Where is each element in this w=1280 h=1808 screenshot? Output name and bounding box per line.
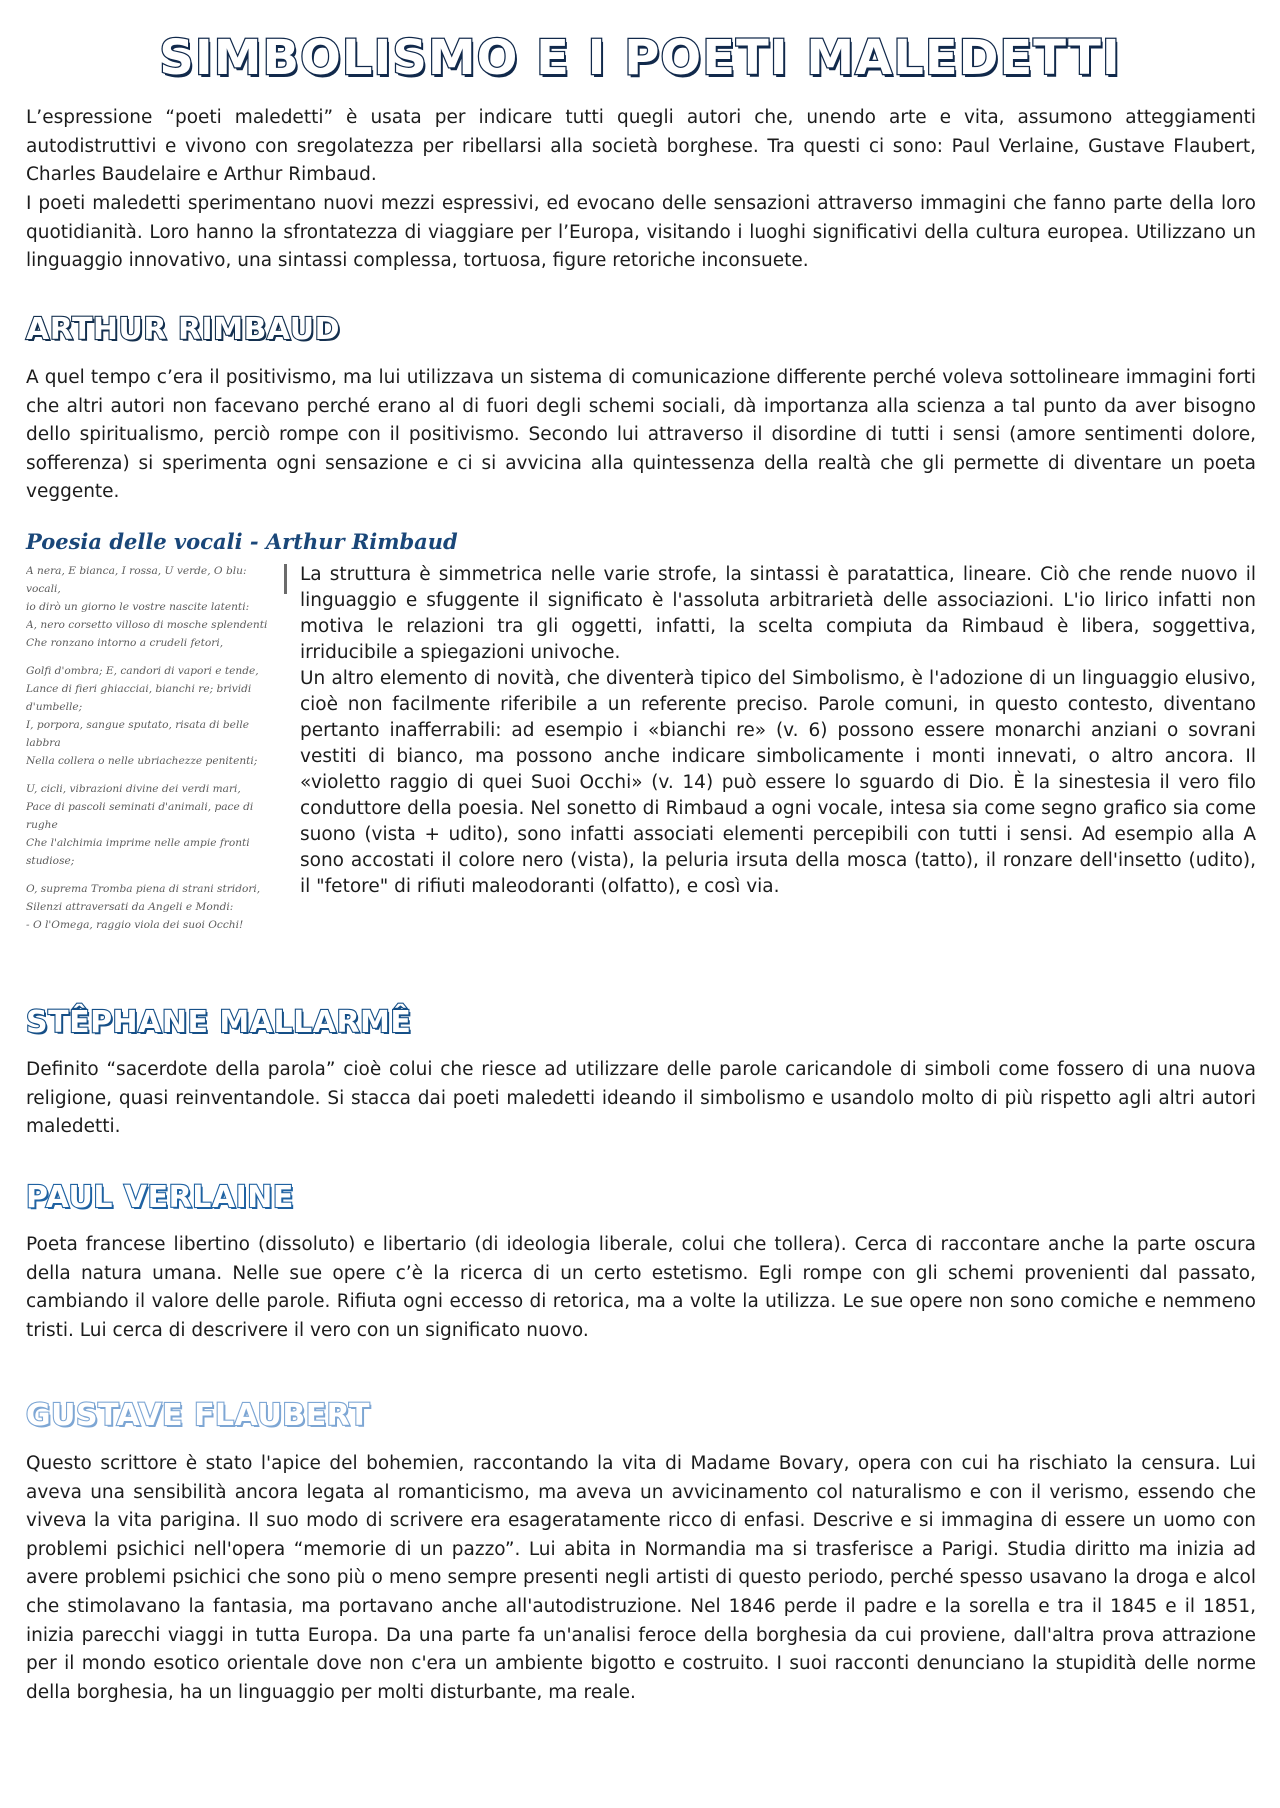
flaubert-paragraph: Questo scrittore è stato l'apice del bohemien, raccontando la vita di Madame Bovary, opera con cui ha rischiato la censura. Lui aveva una sensibilità ancora legata al romanticismo, ma aveva un avvicinamento col naturalismo e con il verismo, essendo che viveva la vita parigina. Il suo modo di scrivere era esageratamente ricco di enfasi. Descrive e si immagina di essere un uomo con problemi psichici nell'opera “memorie di un pazzo”. Lui abita in Normandia ma si trasferisce a Parigi. Studia diritto ma inizia ad avere problemi psichici che sono più o meno sempre presenti negli artisti di questo periodo, perché spesso usavano la droga e alcol che stimolavano la fantasia, ma portavano anche all'autodistruzione. Nel 1846 perde il padre e la sorella e tra il 1845 e il 1851, inizia parecchi viaggi in tutta Europa. Da una parte fa un'analisi feroce della borghesia da cui proviene, dall'altra prova attrazione per il mondo esotico orientale dove non c'era un ambiente bigotto e costruito. I suoi racconti denunciano la stupidità delle norme della borghesia, ha un linguaggio per molti disturbante, ma reale. bbox=[26, 1453, 1256, 1703]
heading-arthur-rimbaud: ARTHUR RIMBAUD bbox=[26, 312, 340, 347]
poem-line: Nella collera o nelle ubriachezze penitenti; bbox=[26, 755, 258, 767]
poem-line: studiose; bbox=[26, 855, 75, 867]
poem-line: d'umbelle; bbox=[26, 701, 83, 713]
poem-line: labbra bbox=[26, 737, 61, 749]
poem-text-image bbox=[26, 562, 274, 954]
poem-line: Che l'alchimia imprime nelle ampie fronti bbox=[26, 837, 250, 849]
intro-paragraph-2: I poeti maledetti sperimentano nuovi mezzi espressivi, ed evocano delle sensazioni attraverso immagini che fanno parte della loro quotidianità. Loro hanno la sfrontatezza di viaggiare per l’Europa, visitando i luoghi significativi della cultura europea. Utilizzano un linguaggio innovativo, una sintassi complessa, tortuosa, figure retoriche inconsuete. bbox=[26, 193, 1256, 272]
rimbaud-paragraph: A quel tempo c’era il positivismo, ma lui utilizzava un sistema di comunicazione differente perché voleva sottolineare immagini forti che altri autori non facevano perché erano al di fuori degli schemi sociali, dà importanza alla scienza a tal punto da aver bisogno dello spiritualismo, perciò rompe con il positivismo. Secondo lui attraverso il disordine di tutti i sensi (amore sentimenti dolore, sofferenza) si sperimenta ogni sensazione e ci si avvicina alla quintessenza della realtà che gli permette di diventare un poeta veggente. bbox=[26, 367, 1256, 503]
poem-line: Che ronzano intorno a crudeli fetori, bbox=[26, 637, 224, 649]
poem-line: rughe bbox=[26, 819, 58, 831]
mallarme-paragraph: Definito “sacerdote della parola” cioè colui che riesce ad utilizzare delle parole caricandole di simboli come fossero di una nuova religione, quasi reinventandole. Si stacca dai poeti maledetti ideando il simbolismo e usandolo molto di più rispetto agli altri autori maledetti. bbox=[26, 1059, 1256, 1138]
poem-line: U, cicli, vibrazioni divine dei verdi mari, bbox=[26, 783, 241, 795]
poem-analysis-paragraph-2: Un altro elemento di novità, che diventerà tipico del Simbolismo, è l'adozione di un linguaggio elusivo, cioè non facilmente riferibile a un referente preciso. Parole comuni, in questo contesto, diventano pertanto inafferrabili: ad esempio i «bianchi re» (v. 6) possono essere monarchi anziani o sovrani vestiti di bianco, ma possono anche indicare simbolicamente i monti innevati, o altro ancora. Il «violetto raggio di quei Suoi Occhi» (v. 14) può essere lo sguardo di Dio. È la sinestesia il vero filo conduttore della poesia. Nel sonetto di Rimbaud a ogni vocale, intesa sia come segno grafico sia come suono (vista + udito), sono infatti associati elementi percepibili con tutti i sensi. Ad esempio alla A sono accostati il colore nero (vista), la peluria irsuta della mosca (tatto), il ronzare dell'insetto (udito), il "fetore" di rifiuti maleodoranti (olfatto), e così via. bbox=[300, 668, 1256, 897]
page-title: SIMBOLISMO E I POETI MALEDETTI bbox=[159, 30, 1121, 86]
poem-line: io dirò un giorno le vostre nascite latenti: bbox=[26, 601, 250, 613]
poem-line: Pace di pascoli seminati d'animali, pace di bbox=[26, 801, 254, 813]
intro-paragraph-1: L’espressione “poeti maledetti” è usata per indicare tutti quegli autori che, unendo arte e vita, assumono atteggiamenti autodistruttivi e vivono con sregolatezza per ribellarsi alla società borghese. Tra questi ci sono: Paul Verlaine, Gustave Flaubert, Charles Baudelaire e Arthur Rimbaud. bbox=[26, 107, 1256, 186]
poem-line: A, nero corsetto villoso di mosche splendenti bbox=[26, 619, 268, 631]
poem-title: Poesia delle vocali - Arthur Rimbaud bbox=[26, 529, 458, 554]
poem-line: Silenzi attraversati da Angeli e Mondi: bbox=[26, 901, 234, 913]
poem-line: vocali, bbox=[26, 583, 61, 595]
text-cursor-bar bbox=[284, 564, 287, 594]
poem-line: Lance di fieri ghiacciai, bianchi re; brividi bbox=[26, 683, 252, 695]
heading-stephane-mallarme: STÊPHANE MALLARMÊ bbox=[26, 1005, 412, 1040]
heading-gustave-flaubert: GUSTAVE FLAUBERT bbox=[26, 1398, 370, 1433]
poem-line: - O l'Omega, raggio viola dei suoi Occhi! bbox=[26, 919, 244, 931]
poem-line: O, suprema Tromba piena di strani stridori, bbox=[26, 883, 261, 895]
poem-line: I, porpora, sangue sputato, risata di belle bbox=[26, 719, 249, 731]
poem-line: Golfi d'ombra; E, candori di vapori e tende, bbox=[26, 665, 259, 677]
heading-paul-verlaine: PAUL VERLAINE bbox=[26, 1180, 294, 1215]
verlaine-paragraph: Poeta francese libertino (dissoluto) e libertario (di ideologia liberale, colui che tollera). Cerca di raccontare anche la parte oscura della natura umana. Nelle sue opere c’è la ricerca di un certo estetismo. Egli rompe con gli schemi provenienti dal passato, cambiando il valore delle parole. Rifiuta ogni eccesso di retorica, ma a volte la utilizza. Le sue opere non sono comiche e nemmeno tristi. Lui cerca di descrivere il vero con un significato nuovo. bbox=[26, 1234, 1256, 1341]
poem-analysis-paragraph-1: La struttura è simmetrica nelle varie strofe, la sintassi è paratattica, lineare. Ciò che rende nuovo il linguaggio e sfuggente il significato è l'assoluta arbitrarietà delle associazioni. L'io lirico infatti non motiva le relazioni tra gli oggetti, infatti, la scelta compiuta da Rimbaud è libera, soggettiva, irriducibile a spiegazioni univoche. bbox=[300, 564, 1256, 663]
poem-line: A nera, E bianca, I rossa, U verde, O blu: bbox=[26, 565, 247, 577]
